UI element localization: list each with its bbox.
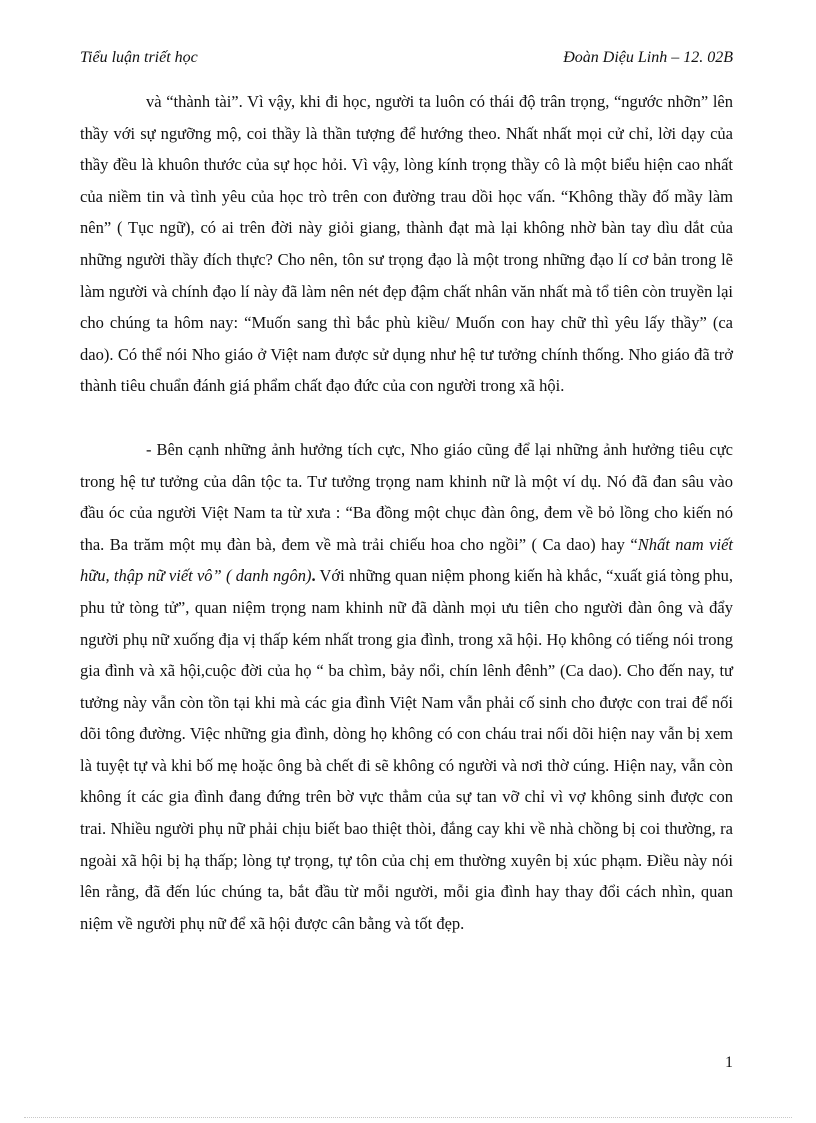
- page-number: 1: [725, 1054, 733, 1071]
- paragraph-2-text-a: - Bên cạnh những ảnh hưởng tích cực, Nho giáo cũng để lại những ảnh hưởng tiêu cực trong hệ tư tưởng của dân tộc ta. Tư tưởng trọng nam khinh nữ là một ví dụ. Nó đã đan sâu vào đầu óc của người Việt Nam ta từ xưa : “Ba đồng một chục đàn ông, đem về bỏ lồng cho kiến nó tha. Ba trăm một mụ đàn bà, đem về mà trải chiếu hoa cho ngồi” ( Ca dao) hay “: [80, 439, 733, 554]
- proverb-quote: Nhất nam viết hữu, thập nữ viết vô” ( danh ngôn): [80, 534, 734, 586]
- document-body: [80, 86, 733, 939]
- paragraph-negative-influence: [80, 434, 733, 940]
- page-bottom-border: [24, 1117, 792, 1118]
- header-title: Tiểu luận triết học: [80, 49, 198, 66]
- proverb-quote-end: .: [311, 566, 316, 586]
- paragraph-continuation: [80, 86, 733, 402]
- paragraph-gap: [80, 402, 733, 434]
- header-author: Đoàn Diệu Linh – 12. 02B: [563, 49, 733, 66]
- paragraph-1-text: và “thành tài”. Vì vậy, khi đi học, người ta luôn có thái độ trân trọng, “ngước nhỡn” lên thầy với sự ngưỡng mộ, coi thầy là thần tượng để hướng theo. Nhất nhất mọi cử chỉ, lời dạy của thầy đều là khuôn thước của sự học hỏi. Vì vậy, lòng kính trọng thầy cô là một biểu hiện cao nhất của niềm tin và tình yêu của học trò trên con đường trau dồi học vấn. “Không thầy đố mầy làm nên” ( Tục ngữ), có ai trên đời này giỏi giang, thành đạt mà lại không nhờ bàn tay dìu dắt của những người thầy đích thực? Cho nên, tôn sư trọng đạo là một trong những đạo lí cơ bản trong lẽ làm người và chính đạo lí này đã làm nên nét đẹp đậm chất nhân văn nhất mà tổ tiên còn truyền lại cho chúng ta hôm nay: “Muốn sang thì bắc phù kiều/ Muốn con hay chữ thì yêu lấy thầy” (ca dao). Có thể nói Nho giáo ở Việt nam được sử dụng như hệ tư tưởng chính thống. Nho giáo đã trở thành tiêu chuẩn đánh giá phẩm chất đạo đức của con người trong xã hội.: [80, 92, 733, 396]
- paragraph-2-text-b: Với những quan niệm phong kiến hà khắc, “xuất giá tòng phu, phu tử tòng tử”, quan niệm trọng nam khinh nữ đã dành mọi ưu tiên cho người đàn ông và đẩy người phụ nữ xuống địa vị thấp kém nhất trong gia đình, trong xã hội. Họ không có tiếng nói trong gia đình và xã hội,cuộc đời của họ “ ba chìm, bảy nổi, chín lênh đênh” (Ca dao). Cho đến nay, tư tưởng này vẫn còn tồn tại khi mà các gia đình Việt Nam vẫn phải cố sinh cho được con trai để nối dõi tông đường. Việc những gia đình, dòng họ không có con cháu trai nối dõi hiện nay vẫn bị xem là tuyệt tự và khi bố mẹ hoặc ông bà chết đi sẽ không có người và nơi thờ cúng. Hiện nay, vẫn còn không ít các gia đình đang đứng trên bờ vực thẳm của sự tan vỡ chỉ vì vợ không sinh được con trai. Nhiều người phụ nữ phải chịu biết bao thiệt thòi, đắng cay khi về nhà chồng bị coi thường, ra ngoài xã hội bị hạ thấp; lòng tự trọng, tự tôn của chị em thường xuyên bị xúc phạm. Điều này nói lên rằng, đã đến lúc chúng ta, bắt đầu từ mỗi người, mỗi gia đình hay thay đổi cách nhìn, quan niệm về người phụ nữ để xã hội được cân bằng và tốt đẹp.: [80, 566, 733, 933]
- page-header: [80, 46, 733, 70]
